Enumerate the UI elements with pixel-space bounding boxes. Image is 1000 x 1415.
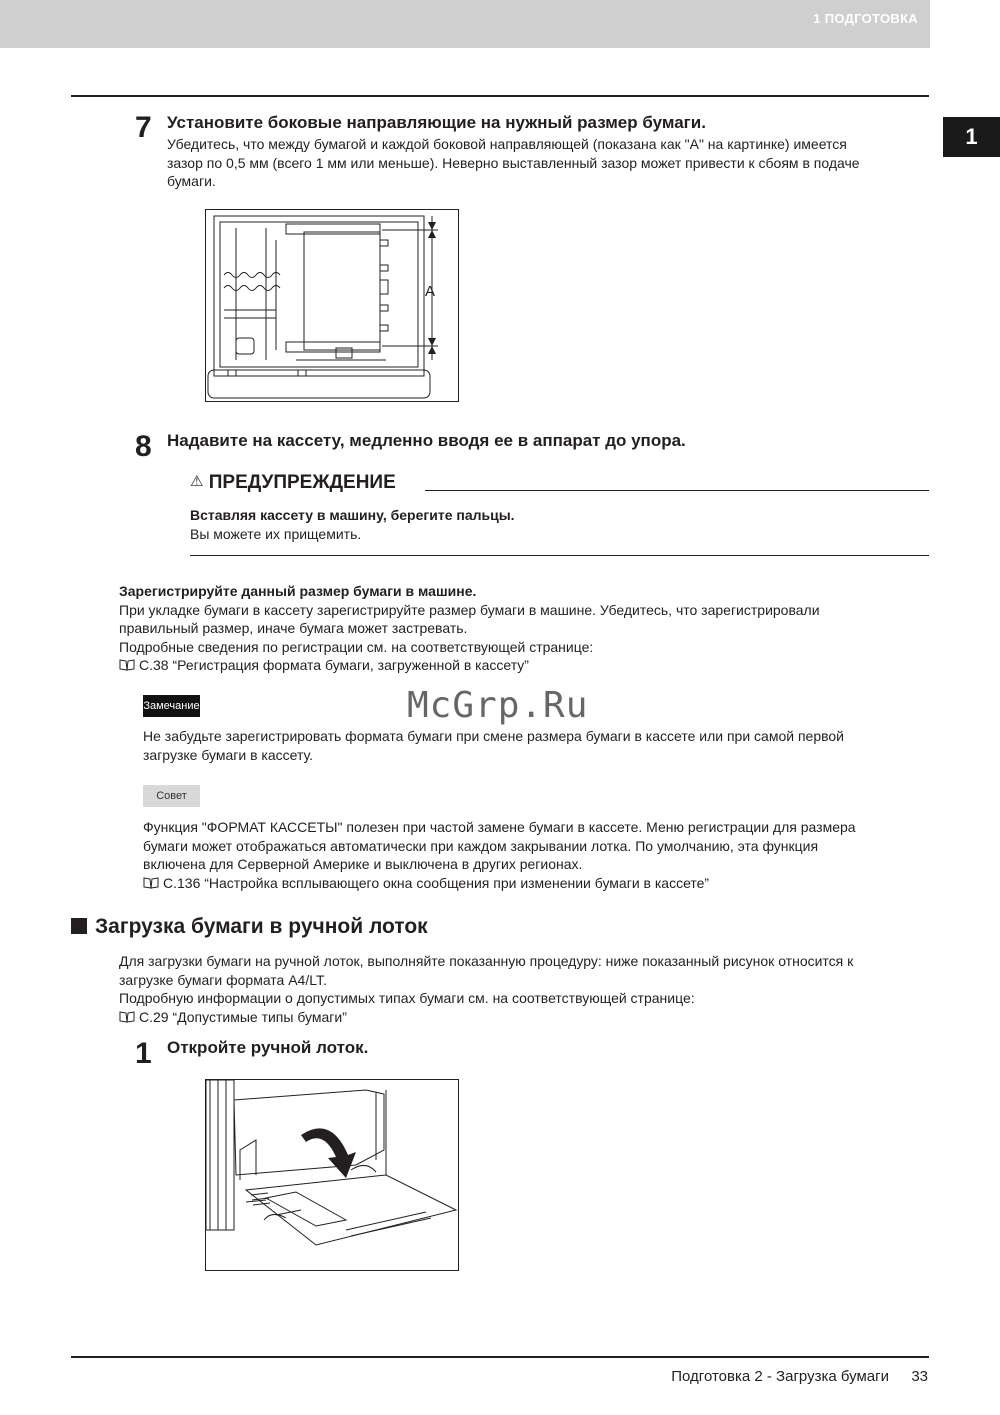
step-8-title: Надавите на кассету, медленно вводя ее в аппарат до упора. [167,431,686,450]
chapter-title: 1 ПОДГОТОВКА [813,11,918,26]
warning-bottom-divider [190,555,929,556]
note-label: Замечание [143,695,200,717]
book-icon [119,659,135,671]
footer-title: Подготовка 2 - Загрузка бумаги [671,1368,889,1385]
section-body: Для загрузки бумаги на ручной лоток, выполняйте показанную процедуру: ниже показанный рисунок относится к загрузке бумаги формата A4/LT. Подробную информации о допустимых типах бумаги см. на соответствующей странице: С.29 “Допустимые типы бумаги” [119,953,854,1025]
warning-divider [425,490,929,491]
footer [671,1368,928,1385]
tip-reference-link[interactable]: С.136 “Настройка всплывающего окна сообщения при изменении бумаги в кассете” [143,874,856,893]
tip-body: Функция "ФОРМАТ КАССЕТЫ" полезен при частой замене бумаги в кассете. Меню регистрации для размера бумаги может отображаться автоматически при каждом закрывании лотка. По умолчанию, эта функция включена для Серверной Америке и выключена в других регионах. С.136 “Настройка всплывающего окна сообщения при изменении бумаги в кассете” [143,819,856,891]
tip-label: Совет [143,785,200,807]
step-8-number: 8 [135,430,152,463]
cassette-guides-figure [205,209,459,402]
register-reference-link[interactable]: С.38 “Регистрация формата бумаги, загруженной в кассету” [119,656,820,675]
register-block: Зарегистрируйте данный размер бумаги в машине. При укладке бумаги в кассету зарегистрируйте размер бумаги в машине. Убедитесь, что зарегистрировали правильный размер, иначе бумага может застревать. Подробные сведения по регистрации см. на соответствующей странице: С.38 “Регистрация формата бумаги, загруженной в кассету” [119,583,820,673]
section-heading: Загрузка бумаги в ручной лоток [71,915,428,939]
watermark: McGrp.Ru [407,685,589,726]
header-bar [0,0,930,48]
step-7-text: Убедитесь, что между бумагой и каждой боковой направляющей (показана как "A" на картинке) имеется зазор по 0,5 мм (всего 1 мм или меньше). Неверно выставленный зазор может привести к сбоям в подаче бумаги. [167,136,860,189]
top-rule [71,95,929,97]
page-number: 33 [911,1368,928,1385]
warning-body [190,506,515,543]
cassette-illustration [206,210,458,401]
warning-bold-line: Вставляя кассету в машину, берегите пальцы. [190,507,515,523]
section-reference-link[interactable]: С.29 “Допустимые типы бумаги” [119,1008,853,1027]
step-7-number: 7 [135,111,152,144]
register-title: Зарегистрируйте данный размер бумаги в машине. [119,583,477,599]
step-1-number: 1 [135,1037,152,1070]
manual-tray-illustration [206,1080,458,1270]
warning-icon: ⚠ [190,473,204,490]
warning-title-text: ПРЕДУПРЕЖДЕНИЕ [208,472,396,493]
note-body: Не забудьте зарегистрировать формата бумаги при смене размера бумаги в кассете или при самой первой загрузке бумаги в кассету. [143,728,844,763]
manual-tray-figure [205,1079,459,1271]
section-square-icon [71,918,87,934]
step-1-title: Откройте ручной лоток. [167,1038,369,1057]
step-7-title: Установите боковые направляющие на нужный размер бумаги. [167,113,706,132]
warning-title [190,472,396,494]
guide-gap-label: A [425,283,436,300]
book-icon [143,877,159,889]
warning-line: Вы можете их прищемить. [190,525,362,542]
book-icon [119,1011,135,1023]
bottom-rule [71,1356,929,1358]
chapter-tab[interactable]: 1 [943,117,1000,157]
